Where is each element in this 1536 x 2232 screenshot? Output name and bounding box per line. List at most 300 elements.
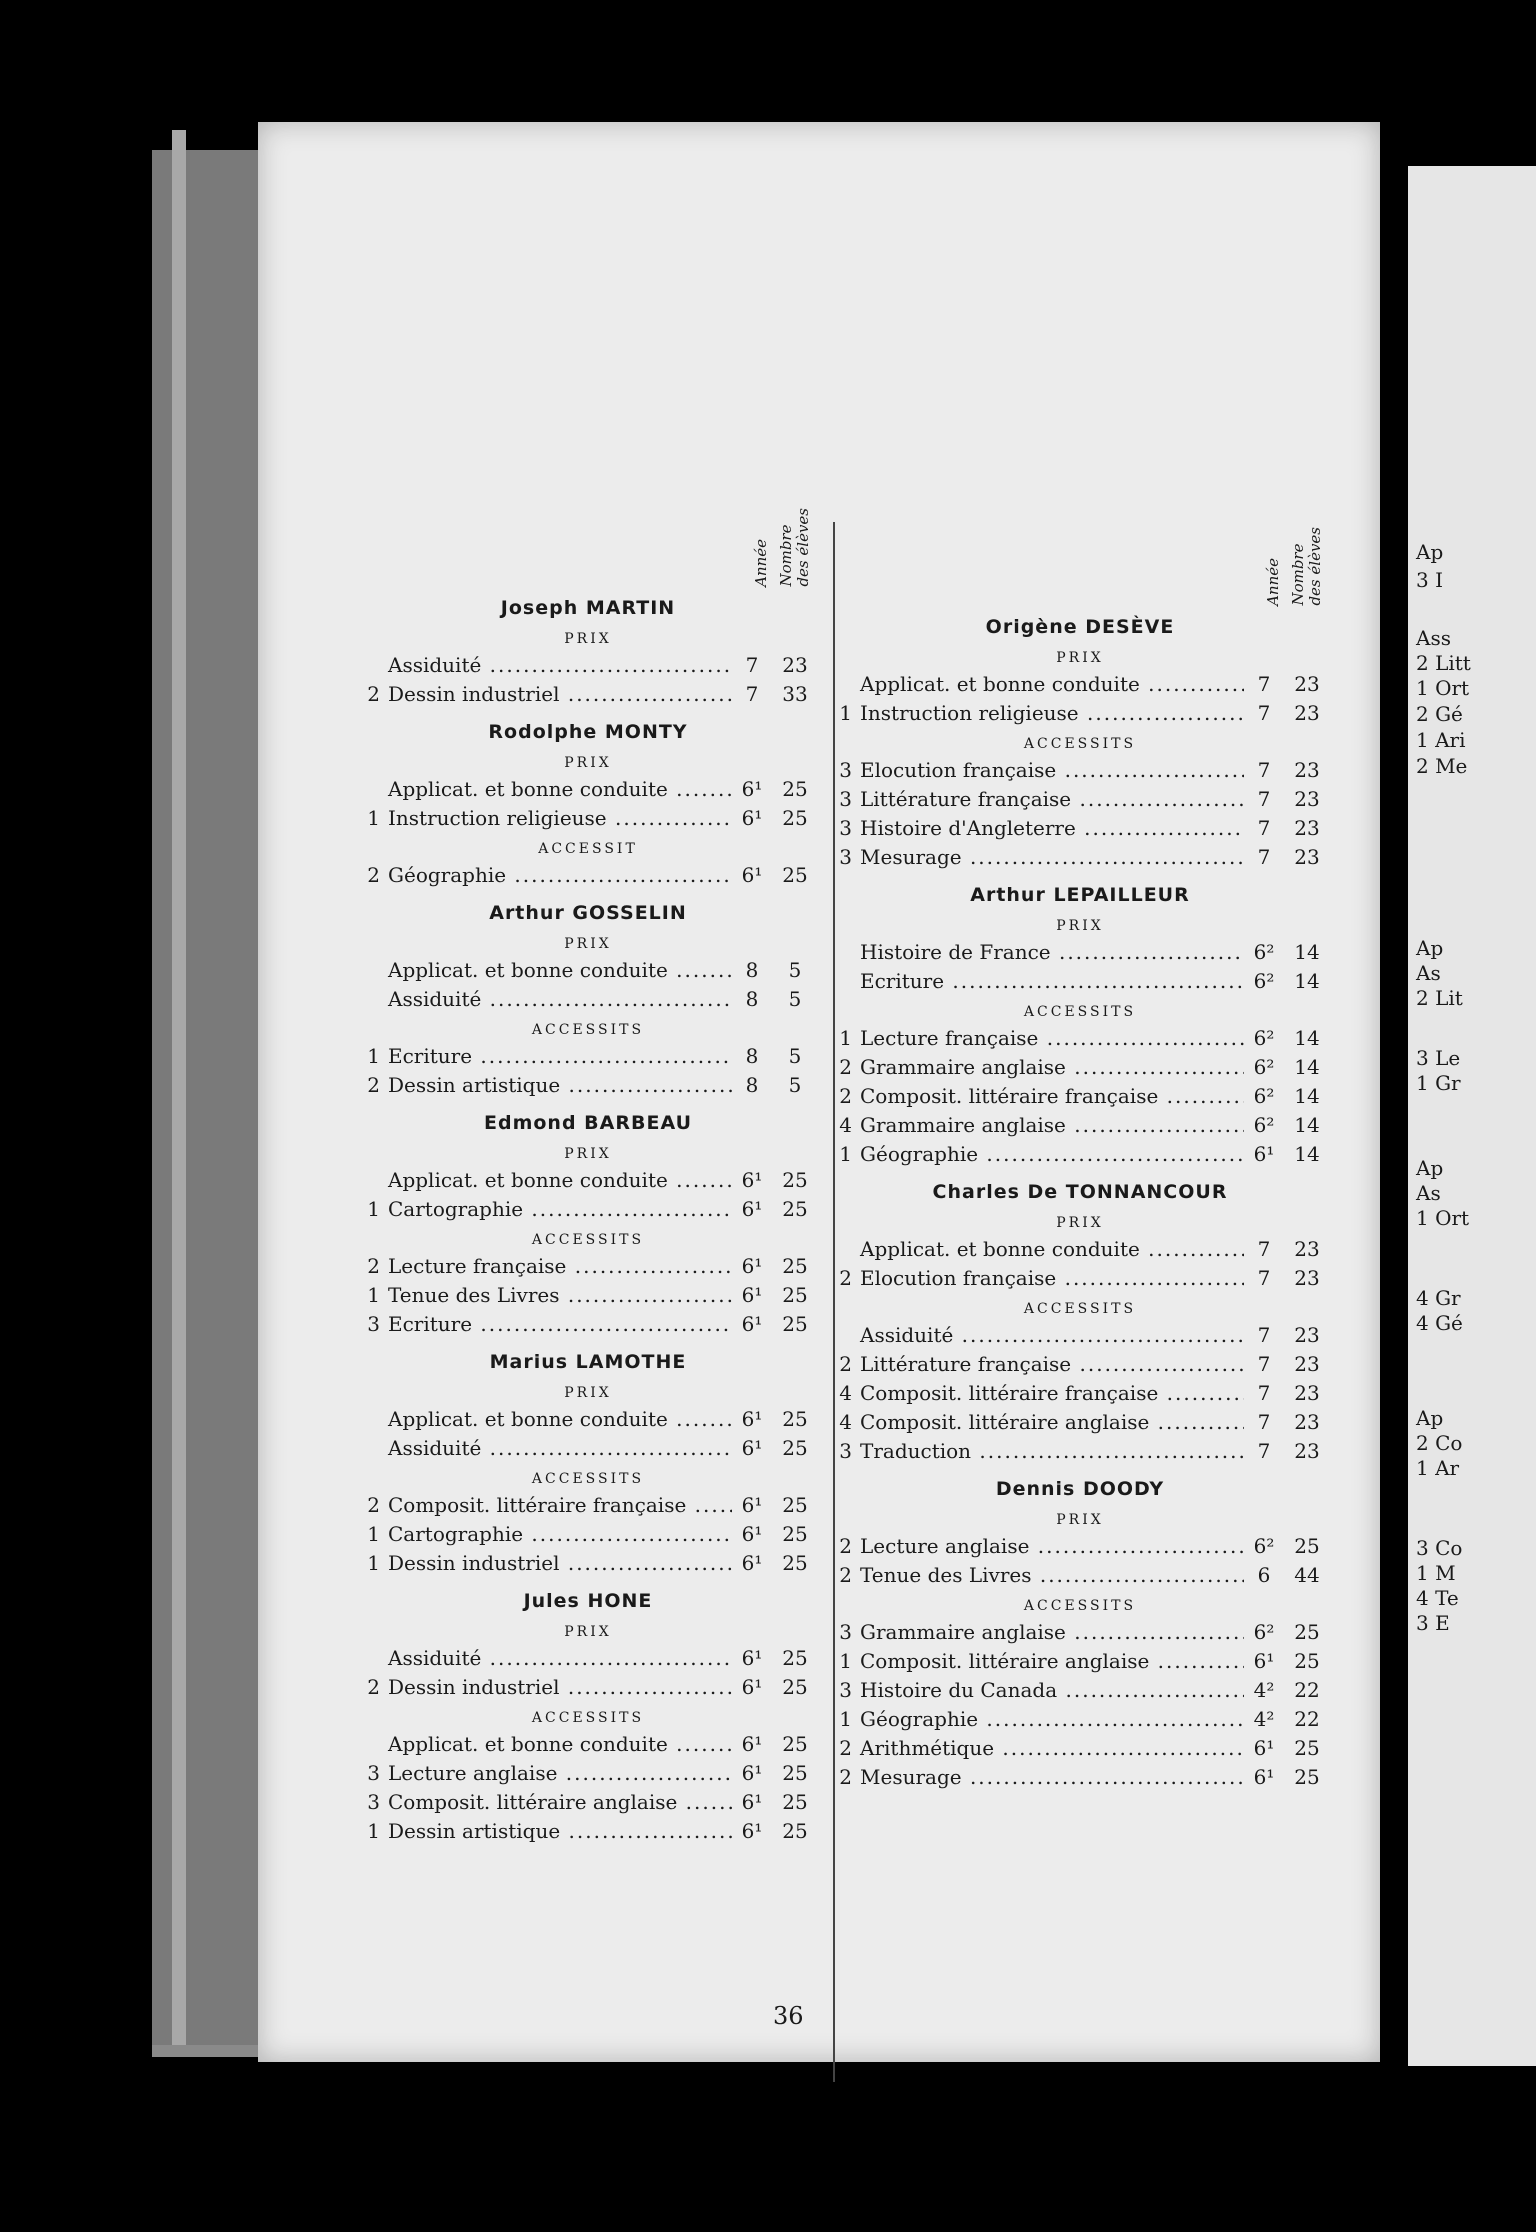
section-title: ACCESSITS	[1023, 1004, 1137, 1020]
count-column-label: Nombre des élèves	[777, 508, 812, 587]
opposite-page-fragment: 2 Lit	[1416, 986, 1463, 1010]
award-subject: Lecture française .....	[852, 1026, 1244, 1050]
award-year: 7	[745, 653, 759, 677]
award-year: 8	[745, 958, 759, 982]
student-count: 25	[782, 1407, 808, 1431]
award-subject: Assiduité .....	[380, 987, 732, 1011]
section-title: ACCESSITS	[1023, 1598, 1137, 1614]
award-row	[358, 1522, 818, 1551]
award-row	[830, 1534, 1330, 1563]
award-year: 6²	[1253, 940, 1275, 964]
award-rank: 2	[367, 1073, 380, 1097]
award-subject: Tenue des Livres .....	[852, 1563, 1244, 1587]
section-title: PRIX	[564, 1624, 612, 1640]
award-subject: Elocution française .....	[852, 1266, 1244, 1290]
student-name: Arthur GOSSELIN	[489, 902, 687, 924]
award-row	[358, 1732, 818, 1761]
award-row	[358, 653, 818, 682]
award-year: 7	[1257, 758, 1271, 782]
award-subject: Arithmétique .....	[852, 1736, 1244, 1760]
opposite-page-fragment: 4 Gr	[1416, 1286, 1461, 1310]
award-subject: Ecriture .....	[852, 969, 1244, 993]
award-subject: Mesurage .....	[852, 1765, 1244, 1789]
award-year: 6¹	[741, 1819, 763, 1843]
award-subject: Dessin industriel .....	[380, 1551, 732, 1575]
opposite-page-fragment: 3 E	[1416, 1611, 1450, 1635]
award-subject: Grammaire anglaise .....	[852, 1113, 1244, 1137]
student-count: 23	[1294, 787, 1320, 811]
award-rank: 2	[839, 1736, 852, 1760]
award-rank: 4	[839, 1381, 852, 1405]
award-subject: Histoire de France .....	[852, 940, 1244, 964]
award-row	[358, 1646, 818, 1675]
book-spine-shadow	[172, 130, 186, 2050]
award-row	[830, 969, 1330, 998]
award-year: 6¹	[741, 1675, 763, 1699]
section-title: ACCESSITS	[1023, 736, 1137, 752]
award-subject: Géographie .....	[852, 1707, 1244, 1731]
award-row	[830, 1649, 1330, 1678]
award-row	[830, 1237, 1330, 1266]
student-block	[358, 597, 818, 711]
opposite-page-fragment: 1 M	[1416, 1561, 1456, 1585]
award-subject: Elocution française .....	[852, 758, 1244, 782]
award-row	[830, 1439, 1330, 1468]
opposite-page-fragment: 2 Litt	[1416, 651, 1471, 675]
award-subject: Applicat. et bonne conduite .....	[380, 1407, 732, 1431]
award-row	[358, 1551, 818, 1580]
student-count: 25	[782, 1254, 808, 1278]
award-subject: Lecture anglaise .....	[852, 1534, 1244, 1558]
award-year: 6²	[1253, 1026, 1275, 1050]
award-year: 7	[1257, 1381, 1271, 1405]
student-count: 25	[782, 1283, 808, 1307]
right-column	[830, 526, 1330, 1794]
opposite-page-fragment: 1 Ort	[1416, 1206, 1470, 1230]
award-subject: Cartographie .....	[380, 1197, 732, 1221]
award-rank: 4	[839, 1410, 852, 1434]
award-rank: 1	[367, 1283, 380, 1307]
student-count: 14	[1294, 1084, 1320, 1108]
award-row	[358, 1819, 818, 1848]
award-rank: 2	[367, 682, 380, 706]
award-subject: Dessin artistique .....	[380, 1073, 732, 1097]
award-subject: Dessin artistique .....	[380, 1819, 732, 1843]
opposite-page-fragment: Ap	[1416, 1156, 1444, 1180]
count-column-label: Nombre des élèves	[1289, 527, 1324, 606]
award-subject: Histoire d'Angleterre .....	[852, 816, 1244, 840]
student-count: 23	[1294, 845, 1320, 869]
award-row	[830, 845, 1330, 874]
award-rank: 3	[367, 1312, 380, 1336]
student-count: 22	[1294, 1707, 1320, 1731]
award-row	[358, 1790, 818, 1819]
award-subject: Grammaire anglaise .....	[852, 1055, 1244, 1079]
award-year: 6¹	[741, 1197, 763, 1221]
award-row	[358, 863, 818, 892]
award-rank: 2	[367, 1675, 380, 1699]
student-count: 5	[788, 958, 802, 982]
student-count: 25	[1294, 1765, 1320, 1789]
award-row	[830, 1765, 1330, 1794]
opposite-page-fragment: 2 Gé	[1416, 702, 1463, 726]
student-count: 25	[782, 1790, 808, 1814]
student-block	[830, 884, 1330, 1171]
student-name: Charles De TONNANCOUR	[932, 1181, 1228, 1203]
section-title: PRIX	[564, 1146, 612, 1162]
award-year: 6¹	[741, 1407, 763, 1431]
award-rank: 1	[367, 1819, 380, 1843]
award-subject: Assiduité .....	[380, 1646, 732, 1670]
award-row	[358, 777, 818, 806]
award-subject: Cartographie .....	[380, 1522, 732, 1546]
award-rank: 1	[839, 701, 852, 725]
award-subject: Histoire du Canada .....	[852, 1678, 1244, 1702]
student-count: 25	[782, 1646, 808, 1670]
award-row	[830, 1266, 1330, 1295]
student-block	[358, 721, 818, 892]
award-row	[358, 682, 818, 711]
award-year: 6¹	[1253, 1765, 1275, 1789]
award-year: 6²	[1253, 1534, 1275, 1558]
opposite-page-fragment: As	[1416, 1181, 1441, 1205]
award-rank: 3	[839, 1439, 852, 1463]
award-row	[358, 1407, 818, 1436]
award-year: 6¹	[741, 1732, 763, 1756]
opposite-page-fragment: 2 Me	[1416, 754, 1468, 778]
award-rank: 1	[367, 1522, 380, 1546]
student-name: Origène DESÈVE	[985, 616, 1175, 638]
student-count: 5	[788, 1044, 802, 1068]
award-rank: 2	[839, 1055, 852, 1079]
award-year: 6¹	[741, 863, 763, 887]
award-rank: 2	[839, 1266, 852, 1290]
award-subject: Assiduité .....	[852, 1323, 1244, 1347]
award-rank: 2	[839, 1352, 852, 1376]
award-year: 6¹	[1253, 1142, 1275, 1166]
student-name: Jules HONE	[523, 1590, 653, 1612]
student-count: 25	[1294, 1534, 1320, 1558]
award-row	[830, 816, 1330, 845]
award-subject: Applicat. et bonne conduite .....	[380, 1732, 732, 1756]
award-row	[830, 1055, 1330, 1084]
student-count: 14	[1294, 969, 1320, 993]
section-title: PRIX	[564, 936, 612, 952]
award-row	[830, 1678, 1330, 1707]
student-count: 25	[782, 1522, 808, 1546]
student-name: Rodolphe MONTY	[488, 721, 688, 743]
award-row	[358, 1044, 818, 1073]
award-subject: Applicat. et bonne conduite .....	[380, 958, 732, 982]
award-subject: Composit. littéraire anglaise .....	[852, 1410, 1244, 1434]
award-year: 6²	[1253, 1113, 1275, 1137]
award-year: 6¹	[741, 1254, 763, 1278]
student-block	[358, 1590, 818, 1848]
award-year: 7	[1257, 701, 1271, 725]
award-subject: Tenue des Livres .....	[380, 1283, 732, 1307]
award-row	[830, 1352, 1330, 1381]
award-year: 7	[1257, 845, 1271, 869]
student-block	[830, 1478, 1330, 1794]
award-row	[358, 1197, 818, 1226]
student-count: 25	[782, 1551, 808, 1575]
award-rank: 1	[839, 1707, 852, 1731]
student-count: 33	[782, 682, 808, 706]
student-count: 23	[1294, 1439, 1320, 1463]
section-title: PRIX	[1056, 650, 1104, 666]
award-row	[830, 940, 1330, 969]
award-year: 6¹	[741, 1436, 763, 1460]
award-year: 6¹	[741, 1283, 763, 1307]
student-count: 25	[782, 863, 808, 887]
page-number: 36	[773, 2002, 804, 2030]
award-year: 7	[1257, 1266, 1271, 1290]
award-rank: 1	[839, 1026, 852, 1050]
award-rank: 2	[839, 1534, 852, 1558]
award-rank: 2	[839, 1765, 852, 1789]
student-count: 23	[1294, 701, 1320, 725]
student-count: 25	[782, 1675, 808, 1699]
award-year: 6¹	[741, 806, 763, 830]
opposite-page-fragment: 4 Gé	[1416, 1311, 1463, 1335]
student-count: 23	[1294, 672, 1320, 696]
opposite-page-fragment: 1 Ari	[1416, 728, 1466, 752]
opposite-page-fragment: 2 Co	[1416, 1431, 1463, 1455]
student-count: 25	[782, 1761, 808, 1785]
section-title: PRIX	[564, 631, 612, 647]
student-name: Marius LAMOTHE	[489, 1351, 687, 1373]
award-row	[830, 787, 1330, 816]
award-subject: Traduction .....	[852, 1439, 1244, 1463]
award-year: 7	[1257, 1237, 1271, 1261]
award-rank: 2	[839, 1563, 852, 1587]
section-title: PRIX	[1056, 1512, 1104, 1528]
award-row	[358, 1675, 818, 1704]
award-subject: Composit. littéraire anglaise .....	[852, 1649, 1244, 1673]
award-subject: Assiduité .....	[380, 653, 732, 677]
award-row	[358, 1493, 818, 1522]
opposite-page-fragment: 3 Le	[1416, 1046, 1461, 1070]
student-count: 14	[1294, 1055, 1320, 1079]
award-row	[358, 1073, 818, 1102]
award-subject: Composit. littéraire française .....	[380, 1493, 732, 1517]
section-title: ACCESSITS	[531, 1022, 645, 1038]
award-row	[358, 806, 818, 835]
student-block	[830, 616, 1330, 874]
opposite-page-fragment: Ass	[1416, 626, 1451, 650]
award-rank: 3	[367, 1761, 380, 1785]
award-year: 4²	[1253, 1678, 1275, 1702]
award-year: 6²	[1253, 1620, 1275, 1644]
student-count: 23	[1294, 1410, 1320, 1434]
award-row	[358, 1312, 818, 1341]
section-title: ACCESSITS	[531, 1232, 645, 1248]
student-count: 14	[1294, 1113, 1320, 1137]
section-title: PRIX	[1056, 1215, 1104, 1231]
award-row	[830, 672, 1330, 701]
student-count: 14	[1294, 940, 1320, 964]
student-count: 23	[782, 653, 808, 677]
student-count: 23	[1294, 1381, 1320, 1405]
award-year: 6¹	[741, 1493, 763, 1517]
award-year: 7	[1257, 1323, 1271, 1347]
student-block	[358, 1112, 818, 1341]
award-subject: Géographie .....	[380, 863, 732, 887]
student-block	[830, 1181, 1330, 1468]
award-rank: 3	[839, 1678, 852, 1702]
award-row	[358, 1436, 818, 1465]
student-name: Edmond BARBEAU	[484, 1112, 692, 1134]
page	[258, 122, 1380, 2062]
award-subject: Assiduité .....	[380, 1436, 732, 1460]
opposite-page-fragment: 1 Gr	[1416, 1071, 1461, 1095]
student-count: 25	[782, 1312, 808, 1336]
student-count: 14	[1294, 1142, 1320, 1166]
award-row	[358, 1283, 818, 1312]
student-count: 25	[782, 1493, 808, 1517]
award-row	[358, 987, 818, 1016]
award-row	[358, 1254, 818, 1283]
student-count: 5	[788, 987, 802, 1011]
award-subject: Lecture anglaise .....	[380, 1761, 732, 1785]
award-rank: 4	[839, 1113, 852, 1137]
award-rank: 1	[367, 806, 380, 830]
award-year: 6²	[1253, 1084, 1275, 1108]
award-subject: Applicat. et bonne conduite .....	[380, 1168, 732, 1192]
year-column-label: Année	[752, 539, 770, 587]
award-rank: 2	[367, 863, 380, 887]
award-year: 6²	[1253, 1055, 1275, 1079]
award-subject: Applicat. et bonne conduite .....	[852, 672, 1244, 696]
award-year: 8	[745, 1073, 759, 1097]
student-count: 25	[782, 1197, 808, 1221]
award-subject: Littérature française .....	[852, 787, 1244, 811]
award-rank: 3	[839, 787, 852, 811]
award-rank: 1	[367, 1551, 380, 1575]
student-count: 25	[782, 1168, 808, 1192]
award-year: 4²	[1253, 1707, 1275, 1731]
award-year: 6¹	[741, 1312, 763, 1336]
student-count: 23	[1294, 816, 1320, 840]
award-subject: Composit. littéraire française .....	[852, 1084, 1244, 1108]
award-year: 7	[745, 682, 759, 706]
award-subject: Littérature française .....	[852, 1352, 1244, 1376]
award-year: 7	[1257, 787, 1271, 811]
student-name: Joseph MARTIN	[500, 597, 676, 619]
award-subject: Instruction religieuse .....	[380, 806, 732, 830]
award-subject: Lecture française .....	[380, 1254, 732, 1278]
opposite-page-fragment: Ap	[1416, 936, 1444, 960]
student-count: 44	[1294, 1563, 1320, 1587]
student-block	[358, 1351, 818, 1580]
opposite-page-fragment: Ap	[1416, 1406, 1444, 1430]
award-row	[358, 1168, 818, 1197]
opposite-page-fragment: As	[1416, 961, 1441, 985]
student-count: 23	[1294, 1266, 1320, 1290]
award-year: 7	[1257, 1352, 1271, 1376]
award-row	[830, 1736, 1330, 1765]
opposite-page-fragment: 1 Ar	[1416, 1456, 1460, 1480]
award-year: 6¹	[741, 1761, 763, 1785]
award-year: 7	[1257, 1439, 1271, 1463]
opposite-page-fragment: 1 Ort	[1416, 676, 1470, 700]
column-header	[830, 526, 1330, 606]
student-count: 25	[782, 1819, 808, 1843]
student-count: 25	[782, 1732, 808, 1756]
award-year: 6¹	[741, 777, 763, 801]
award-rank: 3	[839, 845, 852, 869]
section-title: PRIX	[564, 1385, 612, 1401]
award-row	[830, 1563, 1330, 1592]
award-year: 6¹	[1253, 1736, 1275, 1760]
opposite-page-fragment: 3 I	[1416, 568, 1443, 592]
section-title: ACCESSITS	[1023, 1301, 1137, 1317]
award-year: 7	[1257, 672, 1271, 696]
student-count: 14	[1294, 1026, 1320, 1050]
left-column	[358, 507, 818, 1848]
award-year: 6	[1257, 1563, 1271, 1587]
award-rank: 2	[367, 1254, 380, 1278]
student-count: 22	[1294, 1678, 1320, 1702]
section-title: ACCESSIT	[538, 841, 638, 857]
student-name: Arthur LEPAILLEUR	[970, 884, 1190, 906]
student-count: 23	[1294, 1352, 1320, 1376]
award-year: 8	[745, 987, 759, 1011]
student-count: 25	[1294, 1620, 1320, 1644]
award-rank: 2	[839, 1084, 852, 1108]
award-subject: Instruction religieuse .....	[852, 701, 1244, 725]
award-subject: Applicat. et bonne conduite .....	[380, 777, 732, 801]
year-column-label: Année	[1264, 558, 1282, 606]
award-year: 6¹	[741, 1168, 763, 1192]
award-rank: 3	[839, 816, 852, 840]
student-name: Dennis DOODY	[995, 1478, 1165, 1500]
award-subject: Grammaire anglaise .....	[852, 1620, 1244, 1644]
award-row	[830, 1707, 1330, 1736]
award-year: 8	[745, 1044, 759, 1068]
award-year: 6¹	[741, 1551, 763, 1575]
award-subject: Mesurage .....	[852, 845, 1244, 869]
award-rank: 1	[367, 1197, 380, 1221]
award-subject: Ecriture .....	[380, 1312, 732, 1336]
award-subject: Applicat. et bonne conduite .....	[852, 1237, 1244, 1261]
section-title: PRIX	[564, 755, 612, 771]
section-title: ACCESSITS	[531, 1471, 645, 1487]
award-year: 6¹	[741, 1522, 763, 1546]
award-row	[830, 1410, 1330, 1439]
award-rank: 3	[367, 1790, 380, 1814]
award-row	[358, 958, 818, 987]
section-title: PRIX	[1056, 918, 1104, 934]
award-year: 6²	[1253, 969, 1275, 993]
student-count: 5	[788, 1073, 802, 1097]
student-count: 25	[782, 806, 808, 830]
student-count: 25	[782, 777, 808, 801]
opposite-page	[1408, 166, 1536, 2066]
student-count: 25	[1294, 1649, 1320, 1673]
award-subject: Composit. littéraire anglaise .....	[380, 1790, 732, 1814]
opposite-page-fragment: 3 Co	[1416, 1536, 1463, 1560]
award-row	[830, 1142, 1330, 1171]
student-count: 25	[782, 1436, 808, 1460]
award-row	[830, 1084, 1330, 1113]
award-row	[830, 1113, 1330, 1142]
book-edge	[152, 150, 258, 2050]
award-row	[830, 1026, 1330, 1055]
award-year: 6¹	[1253, 1649, 1275, 1673]
award-rank: 1	[839, 1142, 852, 1166]
student-count: 23	[1294, 1237, 1320, 1261]
